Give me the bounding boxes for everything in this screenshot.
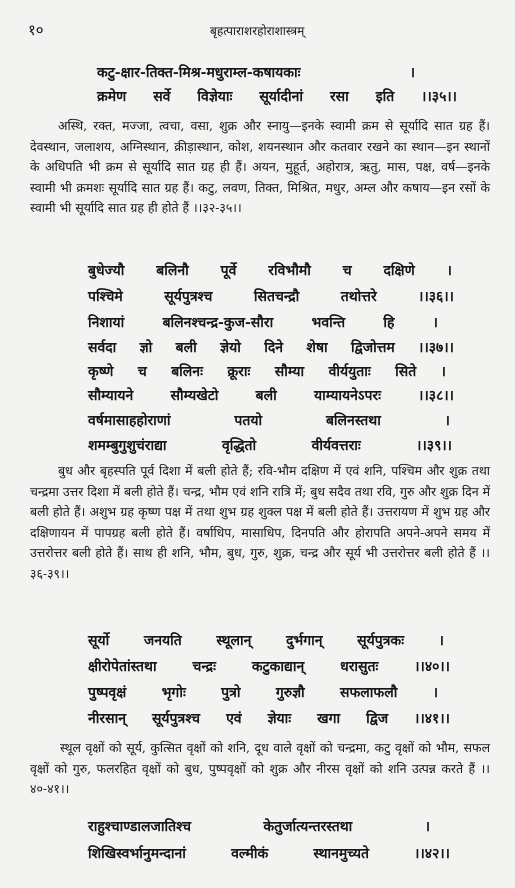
- verse-line-4: पश्चिमे सूर्यपुत्रश्च सितचन्द्रौ तथोत्तरे ।।३६।।: [88, 289, 454, 305]
- verse-line-1: कटु-क्षार-तिक्त-मिश्र-मधुराम्ल-कषायकाः ।: [97, 65, 415, 81]
- verse-line-14: नीरसान् सूर्यपुत्रश्च एवं ज्ञेयाः खगा द्विज ।।४१।।: [88, 711, 450, 727]
- verse-line-10: शमम्बुगुशुचंराद्या वृद्धितो वीर्यवत्तराः ।।३९।।: [88, 438, 452, 454]
- verse-line-12: क्षीरोपेतांस्तथा चन्द्रः कटुकाद्यान् धरासुतः ।।४०।।: [88, 659, 450, 675]
- verse-line-3: बुधेज्यौ बलिनौ पूर्वे रविभौमौ च दक्षिणे ।: [88, 263, 452, 279]
- verse-line-9: वर्षमासाहहोराणां पतयो बलिनस्तथा ।: [88, 413, 450, 429]
- verse-line-16: शिखिस्वर्भानुमन्दानां वल्मीकं स्थानमुच्यते ।।४२।।: [88, 846, 450, 862]
- translation-paragraph-1: अस्थि, रक्त, मज्जा, त्वचा, वसा, शुक्र और स्नायु—इनके स्वामी क्रम से सूर्यादि सात ग्रह हैं। देवस्थान, जलाशय, अग्निस्थान, क्रीड़ास्थान, कोश, शयनस्थान और कतवार रखने का स्थान—इन स्थानों के अधिपति भी क्रम से सूर्यादि सात ग्रह ही हैं। अयन, मुहूर्त, अहोरात्र, ऋतु, मास, पक्ष, वर्ष—इनके स्वामी भी क्रमशः सूर्यादि सात ग्रह हैं। कटु, लवण, तिक्त, मिश्रित, मधुर, अम्ल और कषाय—इन रसों के स्वामी भी सूर्यादि सात ग्रह ही होते हैं ।।३२-३५।।: [30, 118, 490, 215]
- verse-line-11: सूर्यो जनयति स्थूलान् दुर्भगान् सूर्यपुत्रकः ।: [88, 633, 444, 649]
- verse-line-2: क्रमेण सर्वे विज्ञेयाः सूर्यादीनां रसा इति ।।३५।।: [97, 89, 457, 105]
- verse-line-13: पुष्पवृक्षं भृगोः पुत्रो गुरुज्ञौ सफलाफलौ ।: [88, 685, 438, 701]
- translation-paragraph-2: बुध और बृहस्पति पूर्व दिशा में बली होते हैं; रवि-भौम दक्षिण में एवं शनि, पश्चिम और शुक्र तथा चन्द्रमा उत्तर दिशा में बली होते हैं। चन्द्र, भौम एवं शनि रात्रि में; बुध सदैव तथा रवि, गुरु और शुक्र दिन में बली होते हैं। अशुभ ग्रह कृष्ण पक्ष में तथा शुभ ग्रह शुक्ल पक्ष में बली होते हैं। उत्तरायण में शुभ ग्रह और दक्षिणायन में पापग्रह बली होते हैं। वर्षाधिप, मासाधिप, दिनपति और होरापति अपने-अपने समय में उत्तरोत्तर बली होते हैं। साथ ही शनि, भौम, बुध, गुरु, शुक्र, चन्द्र और सूर्य भी उत्तरोत्तर बली होते हैं ।।३६-३९।।: [30, 463, 490, 581]
- verse-line-15: राहुश्चाण्डालजातिश्च केतुर्जात्यन्तरस्तथा ।: [88, 819, 430, 835]
- verse-line-5: निशायां बलिनश्चन्द्र-कुज-सौरा भवन्ति हि ।: [88, 315, 438, 331]
- verse-line-8: सौम्यायने सौम्यखेटो बली याम्यायनेऽपरः ।।३८।।: [88, 388, 454, 404]
- page-number: १०: [28, 21, 44, 39]
- verse-line-7: कृष्णे च बलिनः क्रूराः सौम्या वीर्ययुताः सिते ।: [88, 364, 446, 380]
- translation-paragraph-3: स्थूल वृक्षों को सूर्य, कुत्सित वृक्षों को शनि, दूध वाले वृक्षों को चन्द्रमा, कटु वृक्षों को भौम, सफल वृक्षों को गुरु, फलरहित वृक्षों को बुध, पुष्पवृक्षों को शुक्र और नीरस वृक्षों को शनि उत्पन्न करते हैं ।।४०-४१।।: [30, 740, 490, 796]
- running-title: बृहत्पाराशरहोराशास्त्रम्: [210, 24, 305, 38]
- verse-line-6: सर्वदा ज्ञो बली ज्ञेयो दिने शेषा द्विजोत्तम ।।३७।।: [88, 340, 454, 356]
